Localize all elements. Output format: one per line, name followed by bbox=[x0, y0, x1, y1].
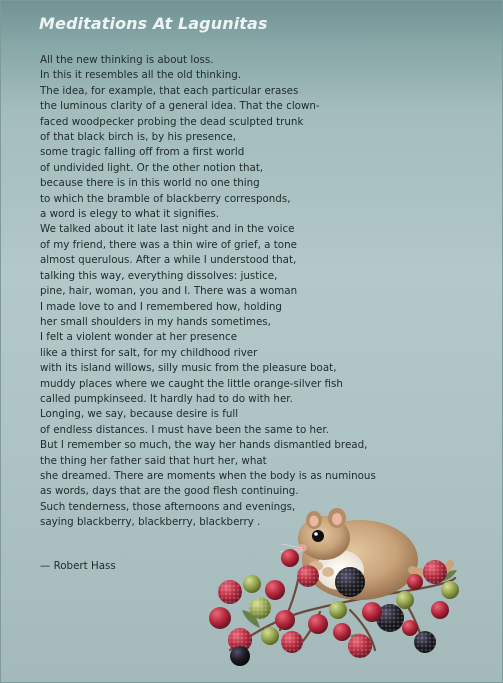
poem-line: the thing her father said that hurt her, what bbox=[40, 454, 267, 467]
poem-line: the luminous clarity of a general idea. That the clown- bbox=[40, 100, 320, 113]
poem-line: of my friend, there was a thin wire of grief, a tone bbox=[40, 238, 297, 251]
dormouse-blackberry-illustration bbox=[200, 500, 465, 670]
poem-line: Such tenderness, those afternoons and evenings, bbox=[40, 500, 296, 513]
poem-line: she dreamed. There are moments when the body is as numinous bbox=[40, 469, 376, 482]
poem-line: The idea, for example, that each particular erases bbox=[40, 84, 299, 97]
poem-line: talking this way, everything dissolves: justice, bbox=[40, 269, 278, 282]
poem-line: to which the bramble of blackberry corresponds, bbox=[40, 192, 291, 205]
poem-line: of endless distances. I must have been the same to her. bbox=[40, 423, 329, 436]
poem-line: some tragic falling off from a first world bbox=[40, 146, 245, 159]
poem-line: pine, hair, woman, you and I. There was a woman bbox=[40, 285, 298, 298]
poem-line: I made love to and I remembered how, holding bbox=[40, 300, 282, 313]
poem-line: muddy places where we caught the little orange-silver fish bbox=[40, 377, 343, 390]
poem-title: Meditations At Lagunitas bbox=[39, 14, 268, 33]
poem-body bbox=[40, 53, 380, 531]
poem-line: as words, days that are the good flesh continuing. bbox=[40, 485, 299, 498]
poem-line: All the new thinking is about loss. bbox=[40, 54, 214, 66]
poem-line: with its island willows, silly music from the pleasure boat, bbox=[40, 362, 337, 375]
poem-line: We talked about it late last night and in the voice bbox=[40, 223, 295, 236]
poem-line: saying blackberry, blackberry, blackberry . bbox=[40, 516, 261, 529]
poem-line: called pumpkinseed. It hardly had to do with her. bbox=[40, 392, 293, 405]
poem-line: In this it resembles all the old thinking. bbox=[40, 69, 242, 82]
poem-line: a word is elegy to what it signifies. bbox=[40, 208, 220, 221]
poem-line: like a thirst for salt, for my childhood river bbox=[40, 346, 258, 359]
poem-line: of that black birch is, by his presence, bbox=[40, 131, 236, 144]
poem-line: faced woodpecker probing the dead sculpted trunk bbox=[40, 115, 304, 128]
poem-line: But I remember so much, the way her hands dismantled bread, bbox=[40, 439, 368, 452]
poem-line: I felt a violent wonder at her presence bbox=[40, 331, 238, 344]
poem-line: Longing, we say, because desire is full bbox=[40, 408, 239, 421]
poem-line: almost querulous. After a while I understood that, bbox=[40, 254, 297, 267]
poem-line: because there is in this world no one thing bbox=[40, 177, 260, 190]
poem-line: her small shoulders in my hands sometimes, bbox=[40, 315, 271, 328]
poem-line: of undivided light. Or the other notion that, bbox=[40, 161, 264, 174]
poem-attribution: — Robert Hass bbox=[40, 560, 116, 572]
